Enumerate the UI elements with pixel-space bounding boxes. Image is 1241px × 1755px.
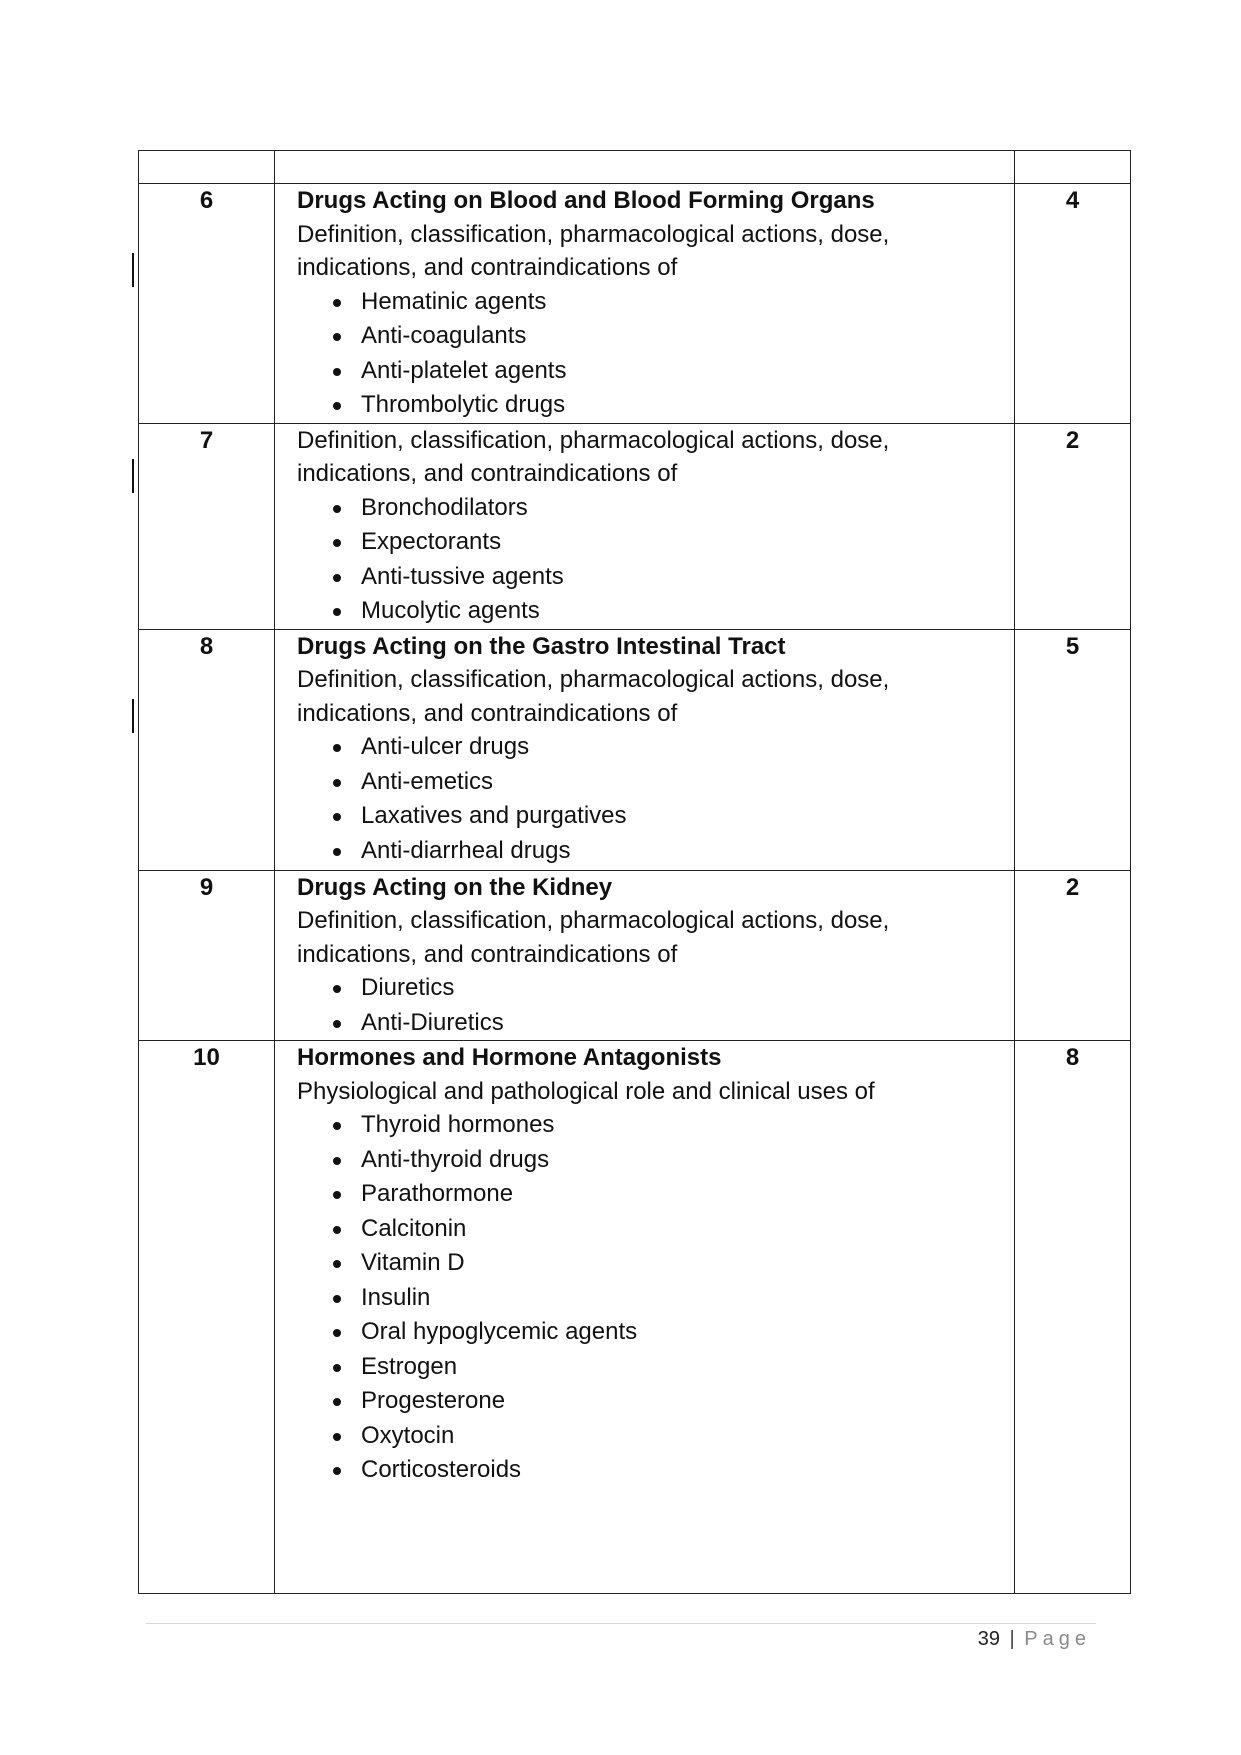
list-item: Bronchodilators — [331, 491, 1014, 526]
unit-title: Drugs Acting on the Gastro Intestinal Tract — [297, 632, 786, 660]
unit-hours: 8 — [1065, 1044, 1080, 1071]
footer-divider — [146, 1623, 1096, 1624]
hours-cell — [1015, 184, 1131, 424]
table-header-row — [139, 151, 1131, 184]
topic-list — [297, 285, 1014, 423]
unit-description: Definition, classification, pharmacological actions, dose, indications, and contraindications of — [297, 220, 890, 281]
unit-number: 8 — [199, 632, 214, 660]
unit-description: Definition, classification, pharmacological actions, dose, indications, and contraindications of — [297, 666, 890, 727]
syllabus-table — [138, 150, 1131, 1594]
list-item: Mucolytic agents — [331, 594, 1014, 629]
table-row — [139, 870, 1131, 1041]
list-item: Expectorants — [331, 525, 1014, 560]
list-item: Oral hypoglycemic agents — [331, 1315, 1014, 1350]
unit-number-cell — [139, 184, 275, 424]
revision-marker — [132, 459, 134, 493]
header-cell-hours — [1015, 151, 1131, 184]
unit-hours: 5 — [1065, 632, 1080, 660]
topic-cell — [275, 184, 1015, 424]
unit-number-cell — [139, 423, 275, 629]
list-item: Anti-coagulants — [331, 319, 1014, 354]
unit-title: Hormones and Hormone Antagonists — [297, 1044, 722, 1071]
topic-list — [297, 491, 1014, 629]
list-item: Anti-emetics — [331, 765, 1014, 800]
unit-hours: 2 — [1065, 426, 1080, 454]
topic-cell — [275, 1041, 1015, 1594]
list-item: Diuretics — [331, 971, 1014, 1006]
footer-separator: | — [1009, 1628, 1015, 1650]
topic-list — [297, 730, 1014, 868]
list-item: Thrombolytic drugs — [331, 388, 1014, 423]
table-row — [139, 629, 1131, 870]
topic-cell — [275, 629, 1015, 870]
unit-hours: 2 — [1065, 873, 1080, 901]
topic-list — [297, 1108, 1014, 1488]
table-row — [139, 423, 1131, 629]
unit-description: Physiological and pathological role and clinical uses of — [297, 1077, 875, 1105]
unit-number: 6 — [199, 187, 214, 214]
unit-description: Definition, classification, pharmacological actions, dose, indications, and contraindications of — [297, 426, 890, 487]
topic-cell — [275, 423, 1015, 629]
list-item: Anti-thyroid drugs — [331, 1143, 1014, 1178]
table-row — [139, 184, 1131, 424]
list-item: Estrogen — [331, 1350, 1014, 1385]
list-item: Anti-tussive agents — [331, 560, 1014, 595]
topic-list — [297, 971, 1014, 1040]
list-item: Insulin — [331, 1281, 1014, 1316]
list-item: Anti-Diuretics — [331, 1006, 1014, 1041]
list-item: Anti-platelet agents — [331, 354, 1014, 389]
hours-cell — [1015, 423, 1131, 629]
page-footer — [978, 1628, 1091, 1651]
unit-number: 10 — [193, 1044, 220, 1071]
header-cell-topic — [275, 151, 1015, 184]
list-item: Anti-diarrheal drugs — [331, 834, 1014, 869]
list-item: Parathormone — [331, 1177, 1014, 1212]
hours-cell — [1015, 870, 1131, 1041]
page-number: 39 — [977, 1628, 1000, 1650]
unit-number: 7 — [199, 426, 214, 454]
revision-marker — [132, 253, 134, 287]
unit-number-cell — [139, 629, 275, 870]
list-item: Progesterone — [331, 1384, 1014, 1419]
list-item: Laxatives and purgatives — [331, 799, 1014, 834]
unit-description: Definition, classification, pharmacological actions, dose, indications, and contraindications of — [297, 907, 890, 968]
list-item: Corticosteroids — [331, 1453, 1014, 1488]
unit-title: Drugs Acting on Blood and Blood Forming Organs — [297, 187, 875, 214]
table-row — [139, 1041, 1131, 1594]
unit-hours: 4 — [1065, 187, 1080, 214]
topic-cell — [275, 870, 1015, 1041]
hours-cell — [1015, 1041, 1131, 1594]
unit-number-cell — [139, 870, 275, 1041]
hours-cell — [1015, 629, 1131, 870]
list-item: Calcitonin — [331, 1212, 1014, 1247]
page-label: Page — [1024, 1628, 1091, 1650]
header-cell-number — [139, 151, 275, 184]
list-item: Thyroid hormones — [331, 1108, 1014, 1143]
unit-number: 9 — [199, 873, 214, 901]
unit-title: Drugs Acting on the Kidney — [297, 873, 613, 901]
revision-marker — [132, 699, 134, 733]
list-item: Anti-ulcer drugs — [331, 730, 1014, 765]
list-item: Vitamin D — [331, 1246, 1014, 1281]
unit-number-cell — [139, 1041, 275, 1594]
list-item: Oxytocin — [331, 1419, 1014, 1454]
list-item: Hematinic agents — [331, 285, 1014, 320]
